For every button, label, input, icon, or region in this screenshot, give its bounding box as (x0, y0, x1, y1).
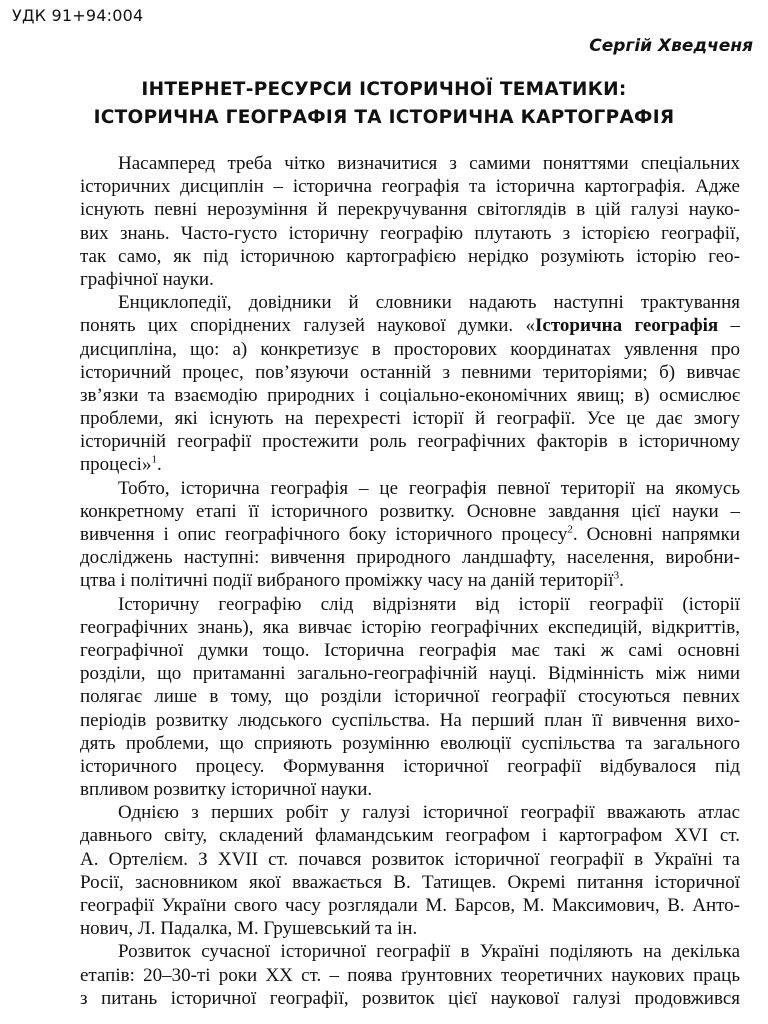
text-line (80, 569, 740, 592)
udc-code: УДК 91+94:004 (12, 6, 144, 25)
footnote-ref[interactable]: 3 (613, 570, 620, 583)
footnote-ref[interactable]: 2 (567, 523, 573, 536)
text-segment: . (619, 570, 624, 592)
text-line: так само, як під історичною картографією нерідко розуміють історію гео- (80, 245, 740, 267)
text-line: зв’язки та взаємодію природних і соціально-економічних явищ; в) осмислює (80, 384, 740, 406)
text-line: вих знань. Часто-густо історичну географію плутають з історією географії, (80, 222, 740, 244)
text-line: давнього світу, складений фламандським географом і картографом XVI ст. (80, 825, 740, 847)
paragraph (80, 477, 740, 593)
text-line: дисципліна, що: а) конкретизує в просторових координатах уявлення про (80, 338, 740, 360)
footnote-ref[interactable]: 1 (151, 454, 157, 467)
text-line: Історичну географію слід відрізняти від історії географії (історії (118, 593, 740, 615)
author-name: Сергій Хведченя (589, 36, 753, 56)
text-line: географічних знань), яка вивчає історію географічних експедицій, відкриттів, (80, 616, 740, 638)
text-line (80, 453, 740, 476)
text-line: історичний процес, пов’язуючи останній з певними територіями; б) вивчає (80, 361, 740, 383)
text-line (80, 314, 740, 337)
text-line: Тобто, історична географія – це географія певної території на якомусь (118, 477, 740, 499)
text-line: Розвиток сучасної історичної географії в Україні поділяють на декілька (118, 941, 740, 963)
text-line: дять проблеми, що сприяють розумінню еволюції суспільства та загального (80, 732, 740, 754)
text-segment: цтва і політичні події вибраного проміжку часу на даній території (80, 570, 614, 592)
paragraph (80, 152, 740, 291)
text-line: Однією з перших робіт у галузі історичної географії вважають атлас (118, 802, 740, 824)
paragraph (80, 291, 740, 477)
text-line: Енциклопедії, довідники й словники надають наступні трактування (118, 292, 740, 314)
title-line-1: ІНТЕРНЕТ-РЕСУРСИ ІСТОРИЧНОЇ ТЕМАТИКИ: (141, 79, 627, 100)
text-segment: . Основні напрямки (572, 524, 740, 545)
text-line: полягає лише в тому, що розділи історичної географії стосуються певних (80, 686, 740, 708)
text-line: історичних дисциплін – історична географія та історична картографія. Адже (80, 176, 740, 198)
text-line: конкретному етапі її історичного розвитку. Основне завдання цієї науки – (80, 500, 740, 522)
text-line: А. Ортелієм. З XVII ст. почався розвиток історичної географії в Україні та (80, 848, 740, 870)
text-line: географії України свого часу розглядали М. Барсов, М. Максимович, В. Анто- (80, 895, 740, 916)
text-segment: . (156, 454, 162, 476)
text-line: періодів розвитку людського суспільства. На перший план її вивчення вихо- (80, 709, 740, 731)
text-line: досліджень наступні: вивчення природного ландшафту, населення, виробни- (80, 547, 740, 569)
text-line: Насамперед треба чітко визначитися з самими поняттями спеціальних (118, 153, 740, 174)
defined-term: Історична географія (535, 315, 719, 337)
text-line (80, 523, 740, 546)
text-line: нович, Л. Падалка, М. Грушевський та ін. (80, 918, 418, 940)
paragraph (80, 593, 740, 802)
text-line: розділи, що притаманні загально-географічній науці. Відмінність між ними (80, 663, 740, 685)
article-title (0, 76, 768, 132)
text-line: з питань історичної географії, розвиток цієї наукової галузі продовжився (80, 987, 740, 1009)
text-line: географічної думки тощо. Історична географія має такі ж самі основні (80, 639, 740, 661)
text-segment: понять цих споріднених галузей наукової думки. « (80, 315, 536, 337)
paragraph (80, 801, 740, 940)
text-segment: процесі» (80, 454, 152, 476)
text-line: проблеми, які існують на перехресті історії й географії. Усе це дає змогу (80, 408, 740, 430)
paragraph (80, 940, 740, 1010)
text-line: етапів: 20–30-ті роки ХХ ст. – поява ґрунтовних теоретичних наукових праць (80, 964, 740, 986)
article-body (80, 152, 740, 1010)
text-segment: вивчення і опис географічного боку історичного процесу (80, 524, 568, 545)
text-line: історичній географії простежити роль географічних факторів в історичному (80, 431, 740, 453)
text-line: існують певні нерозуміння й перекручування світоглядів в цій галузі науко- (80, 199, 740, 221)
text-line: Росії, засновником якої вважається В. Татищев. Окремі питання історичної (80, 871, 740, 893)
text-line: графічної науки. (80, 268, 214, 290)
title-line-2: ІСТОРИЧНА ГЕОГРАФІЯ ТА ІСТОРИЧНА КАРТОГРАФІЯ (93, 107, 675, 128)
text-line: впливом розвитку історичної науки. (80, 779, 373, 801)
text-line: історичного процесу. Формування історичної географії відбувалося під (80, 755, 740, 777)
text-segment: – (718, 315, 740, 337)
